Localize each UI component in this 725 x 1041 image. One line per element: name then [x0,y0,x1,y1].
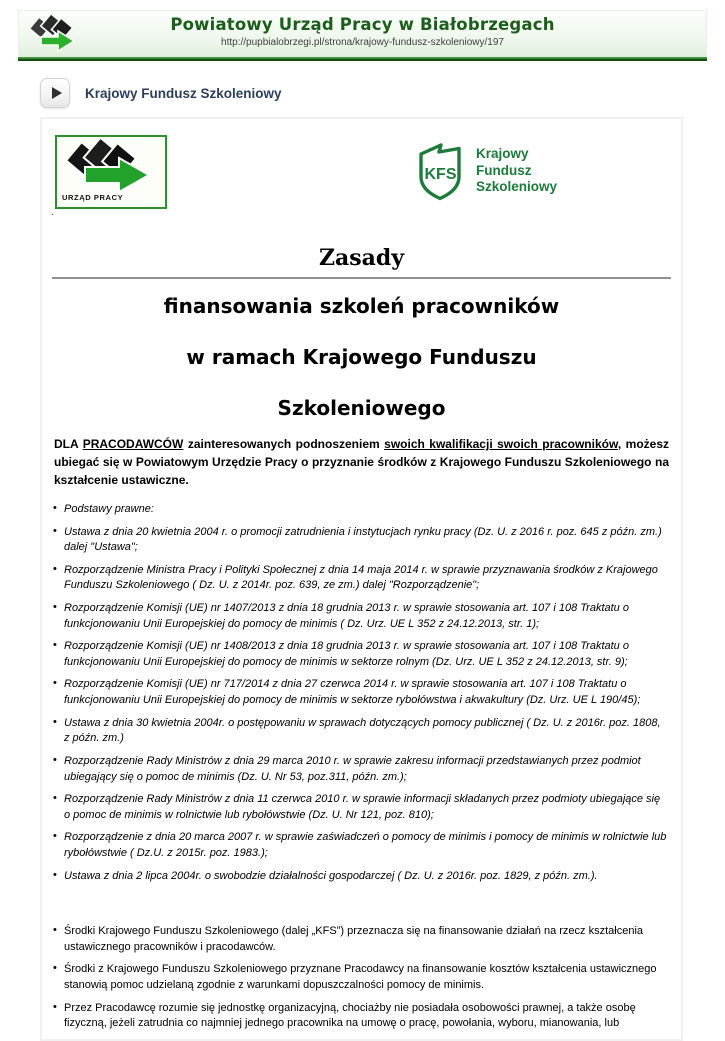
list-item: • Rozporządzenie Komisji (UE) nr 1407/2013 z dnia 18 grudnia 2013 r. w sprawie stosowania art. 107 i 108 Traktatu o funkcjonowaniu Unii Europejskiej do pomocy de minimis ( Dz. Urz. UE L 352 z 24.12.2013, str. 1); [42,601,667,632]
list-item: • Środki Krajowego Funduszu Szkoleniowego (dalej „KFS”) przeznacza się na finansowanie działań na rzecz kształcenia ustawicznego pracowników i pracodawców. [42,924,667,955]
list-item: • Środki z Krajowego Funduszu Szkoleniowego przyznane Pracodawcy na finansowanie kosztów kształcenia ustawicznego stanowią pomoc udzielaną zgodnie z warunkami dopuszczalności pomocy de minimis. [42,962,667,993]
intro-paragraph: DLA PRACODAWCÓW zainteresowanych podnoszeniem swoich kwalifikacji swoich pracowników, możesz ubiegać się w Powiatowym Urzędzie Pracy o przyznanie środków z Krajowego Funduszu Szkoleniowego na kształcenie ustawiczne. [54,437,669,487]
list-item: • Ustawa z dnia 20 kwietnia 2004 r. o promocji zatrudnienia i instytucjach rynku pracy (Dz. U. z 2016 r. poz. 645 z późn. zm.) dalej "Ustawa"; [42,525,667,556]
logo-caption: . [51,207,54,218]
article-title: Zasady [318,245,405,271]
article-container [40,117,683,1041]
article-subtitle-line4: Szkoleniowego [277,396,446,420]
breadcrumb [40,78,282,108]
kfs-shield-icon [414,141,466,201]
play-icon [52,87,62,99]
kfs-info-list [42,924,681,1032]
list-item: • Podstawy prawne: [42,502,667,518]
list-item: • Rozporządzenie Rady Ministrów z dnia 29 marca 2010 r. w sprawie zakresu informacji przedstawianych przez podmiot ubiegający się o pomoc de minimis (Dz. U. Nr 53, poz.311, późn. zm.); [42,754,667,785]
title-divider [52,277,671,279]
article-subtitle-line3: w ramach Krajowego Funduszu [186,345,537,369]
legal-basis-list [42,502,681,884]
list-item: • Rozporządzenie Rady Ministrów z dnia 11 czerwca 2010 r. w sprawie informacji składanych przez podmioty ubiegające się o pomoc de minimis w rolnictwie lub rybołówstwie (Dz. U. Nr 121, poz. 810); [42,792,667,823]
kfs-logo-text: Krajowy Fundusz Szkoleniowy [476,145,558,195]
list-item: • Rozporządzenie z dnia 20 marca 2007 r. w sprawie zaświadczeń o pomocy de minimis i pomocy de minimis w rolnictwie lub rybołówstwie ( Dz.U. z 2015r. poz. 1983.); [42,830,667,861]
breadcrumb-label: Krajowy Fundusz Szkoleniowy [85,85,282,101]
site-title: Powiatowy Urząd Pracy w Białobrzegach [170,15,555,34]
underlined-text: swoich kwalifikacji swoich pracowników [384,437,618,451]
list-item: • Rozporządzenie Komisji (UE) nr 1408/2013 z dnia 18 grudnia 2013 r. w sprawie stosowania art. 107 i 108 Traktatu o funkcjonowaniu Unii Europejskiej do pomocy de minimis w sektorze rolnym (Dz. Urz. UE L 352 z 24.12.2013, str. 9); [42,639,667,670]
breadcrumb-arrow-button[interactable] [40,78,70,108]
logos-row [42,119,681,218]
urzad-pracy-label: URZĄD PRACY [62,193,124,202]
site-url: http://pupbialobrzegi.pl/strona/krajowy-fundusz-szkoleniowy/197 [221,37,504,48]
banner-divider [18,57,707,61]
underlined-text: PRACODAWCÓW [82,437,184,451]
list-item: • Rozporządzenie Komisji (UE) nr 717/2014 z dnia 27 czerwca 2014 r. w sprawie stosowania art. 107 i 108 Traktatu o funkcjonowaniu Unii Europejskiej do pomocy de minimis w sektorze rybołówstwa i akwakultury (Dz. Urz. UE L 190/45); [42,677,667,708]
list-item: • Przez Pracodawcę rozumie się jednostkę organizacyjną, chociażby nie posiadała osobowości prawnej, a także osobę fizyczną, jeżeli zatrudnia co najmniej jednego pracownika na umowę o pracę, powołania, wyboru, mianowania, lub [42,1001,667,1032]
article-subtitle-line2: finansowania szkoleń pracowników [163,294,560,318]
site-banner [18,10,707,57]
list-item: • Ustawa z dnia 30 kwietnia 2004r. o postępowaniu w sprawach dotyczących pomocy publicznej ( Dz. U. z 2016r. poz. 1808, z późn. zm.) [42,716,667,747]
svg-text:KFS: KFS [424,166,457,183]
list-item: • Ustawa z dnia 2 lipca 2004r. o swobodzie działalności gospodarczej ( Dz. U. z 2016r. poz. 1829, z późn. zm.). [42,869,667,885]
urzad-pracy-logo [55,135,167,209]
list-item: • Rozporządzenie Ministra Pracy i Polityki Społecznej z dnia 14 maja 2014 r. w sprawie przyznawania środków z Krajowego Funduszu Szkoleniowego ( Dz. U. z 2014r. poz. 639, ze zm.) dalej "Rozporządzenie"; [42,563,667,594]
kfs-logo [414,141,557,201]
